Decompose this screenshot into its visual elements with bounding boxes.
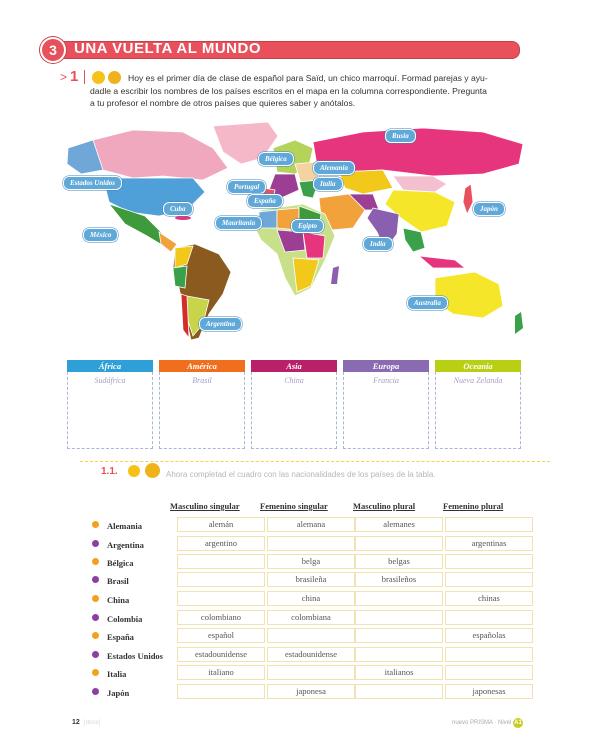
continent-header: Europa: [343, 360, 429, 372]
map-label-india: India: [363, 237, 393, 251]
answer-cell[interactable]: [267, 536, 355, 551]
table-row: [90, 609, 520, 627]
map-label-mauritania: Mauritania: [215, 216, 262, 230]
country-name: Italia: [107, 669, 127, 679]
table-row: [90, 553, 520, 571]
answer-cell[interactable]: [445, 647, 533, 662]
table-row: [90, 590, 520, 608]
instruction-line-1: Hoy es el primer día de clase de español para Saïd, un chico marroquí. Formad parejas y ayu-: [128, 73, 488, 83]
page-number: 12: [72, 719, 80, 726]
bullet-dot: [92, 540, 99, 547]
group-work-icon: [128, 465, 140, 477]
answer-cell[interactable]: [445, 610, 533, 625]
column-header-fem-plur: Femenino plural: [443, 501, 504, 511]
world-map: [63, 118, 543, 343]
exercise-instructions: [90, 72, 530, 110]
answer-cell[interactable]: alemana: [267, 517, 355, 532]
answer-cell[interactable]: argentinas: [445, 536, 533, 551]
table-row: [90, 683, 520, 701]
bullet-dot: [92, 576, 99, 583]
exercise-1-1-instructions: Ahora completad el cuadro con las nacionalidades de los países de la tabla.: [166, 470, 436, 479]
answer-cell[interactable]: [267, 665, 355, 680]
answer-cell[interactable]: brasileños: [355, 572, 443, 587]
bullet-dot: [92, 595, 99, 602]
answer-cell[interactable]: alemanes: [355, 517, 443, 532]
country-name: Japón: [107, 688, 130, 698]
map-label-japon: Japón: [473, 202, 505, 216]
page-number-words: [doce]: [84, 720, 101, 726]
country-name: Alemania: [107, 521, 142, 531]
answer-cell[interactable]: estadounidense: [267, 647, 355, 662]
bullet-dot: [92, 651, 99, 658]
answer-cell[interactable]: alemán: [177, 517, 265, 532]
continent-header: Asia: [251, 360, 337, 372]
answer-cell[interactable]: [445, 517, 533, 532]
column-header-fem-sing: Femenino singular: [260, 501, 328, 511]
table-row: [90, 627, 520, 645]
table-row: [90, 535, 520, 553]
country-name: Brasil: [107, 576, 129, 586]
column-header-masc-sing: Masculino singular: [170, 501, 240, 511]
answer-cell[interactable]: [355, 536, 443, 551]
continent-example: Brasil: [159, 372, 245, 449]
continent-header: América: [159, 360, 245, 372]
continent-box-oceania[interactable]: [435, 360, 521, 446]
answer-cell[interactable]: [177, 554, 265, 569]
exercise-arrow: >: [60, 70, 68, 84]
answer-cell[interactable]: italiano: [177, 665, 265, 680]
answer-cell[interactable]: japonesa: [267, 684, 355, 699]
country-name: Colombia: [107, 614, 143, 624]
continent-example: Francia: [343, 372, 429, 449]
map-label-portugal: Portugal: [227, 180, 266, 194]
answer-cell[interactable]: chinas: [445, 591, 533, 606]
map-label-italia: Italia: [313, 177, 343, 191]
section-divider: [80, 461, 550, 462]
section-number: 3: [40, 37, 66, 63]
answer-cell[interactable]: [355, 647, 443, 662]
answer-cell[interactable]: japonesas: [445, 684, 533, 699]
map-label-mexico: México: [83, 228, 118, 242]
answer-cell[interactable]: [445, 572, 533, 587]
level-badge: A1: [514, 720, 522, 726]
answer-cell[interactable]: [355, 591, 443, 606]
exercise-number: 1: [70, 68, 79, 85]
map-label-cuba: Cuba: [163, 202, 193, 216]
answer-cell[interactable]: [177, 591, 265, 606]
answer-cell[interactable]: belga: [267, 554, 355, 569]
table-row: [90, 664, 520, 682]
continent-header: Oceanía: [435, 360, 521, 372]
bullet-dot: [92, 614, 99, 621]
map-label-espana: España: [247, 194, 283, 208]
continent-box-europa[interactable]: [343, 360, 429, 446]
answer-cell[interactable]: [445, 665, 533, 680]
map-label-argentina: Argentina: [199, 317, 242, 331]
section-title: UNA VUELTA AL MUNDO: [74, 40, 261, 57]
continent-header: África: [67, 360, 153, 372]
speaking-icon: [145, 463, 160, 478]
answer-cell[interactable]: [177, 572, 265, 587]
answer-cell[interactable]: italianos: [355, 665, 443, 680]
table-row: [90, 571, 520, 589]
map-label-australia: Australia: [407, 296, 448, 310]
answer-cell[interactable]: [267, 628, 355, 643]
answer-cell[interactable]: españolas: [445, 628, 533, 643]
bullet-dot: [92, 688, 99, 695]
continent-example: Nueva Zelanda: [435, 372, 521, 449]
continent-box-america[interactable]: [159, 360, 245, 446]
instruction-line-3: a tu profesor el nombre de otros países que quieres saber y anótalos.: [90, 98, 356, 108]
footer-brand: nuevo PRISMA · Nivel: [452, 720, 512, 726]
exercise-separator: [84, 70, 85, 84]
section-header: [40, 38, 520, 60]
answer-cell[interactable]: [445, 554, 533, 569]
answer-cell[interactable]: belgas: [355, 554, 443, 569]
country-name: Argentina: [107, 540, 144, 550]
continent-example: Sudáfrica: [67, 372, 153, 449]
bullet-dot: [92, 521, 99, 528]
map-label-belgica: Bélgica: [258, 152, 294, 166]
column-header-masc-plur: Masculino plural: [353, 501, 416, 511]
continent-example: China: [251, 372, 337, 449]
continent-box-asia[interactable]: [251, 360, 337, 446]
country-name: Estados Unidos: [107, 651, 163, 661]
table-row: [90, 646, 520, 664]
map-label-egipto: Egipto: [291, 219, 324, 233]
answer-cell[interactable]: [355, 610, 443, 625]
exercise-number-1-1: 1.1.: [101, 466, 118, 477]
answer-cell[interactable]: colombiano: [177, 610, 265, 625]
map-label-rusia: Rusia: [385, 129, 416, 143]
country-name: Bélgica: [107, 558, 134, 568]
country-name: China: [107, 595, 130, 605]
answer-cell[interactable]: estadounidense: [177, 647, 265, 662]
answer-cell[interactable]: español: [177, 628, 265, 643]
answer-cell[interactable]: [355, 684, 443, 699]
bullet-dot: [92, 558, 99, 565]
instruction-line-2: dadle a escribir los nombres de los países escritos en el mapa en la columna correspondiente. Pregunta: [90, 85, 487, 96]
bullet-dot: [92, 632, 99, 639]
answer-cell[interactable]: china: [267, 591, 355, 606]
answer-cell[interactable]: argentino: [177, 536, 265, 551]
bullet-dot: [92, 669, 99, 676]
answer-cell[interactable]: [355, 628, 443, 643]
answer-cell[interactable]: [177, 684, 265, 699]
table-row: [90, 516, 520, 534]
map-label-alemania: Alemania: [313, 161, 355, 175]
continent-box-africa[interactable]: [67, 360, 153, 446]
answer-cell[interactable]: colombiana: [267, 610, 355, 625]
country-name: España: [107, 632, 134, 642]
map-label-estados-unidos: Estados Unidos: [63, 176, 122, 190]
answer-cell[interactable]: brasileña: [267, 572, 355, 587]
